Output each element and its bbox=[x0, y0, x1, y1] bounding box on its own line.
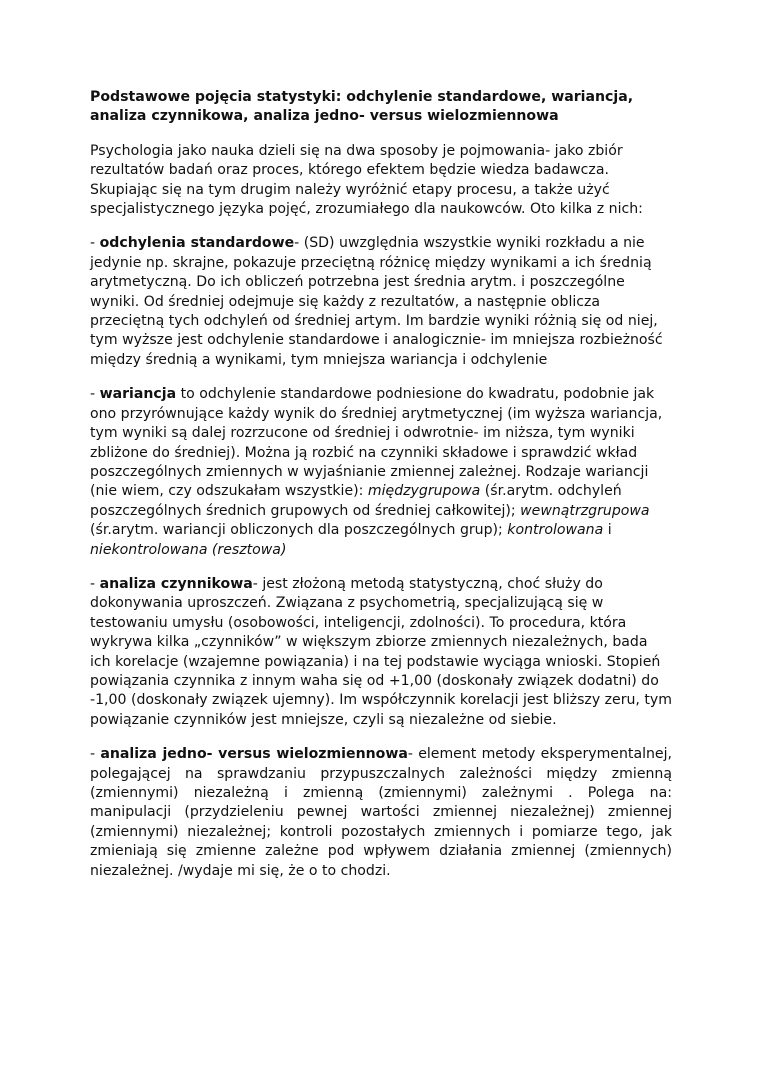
variance-body: to odchylenie standardowe podniesione do kwadratu, podobnie jak ono przyrównujące każdy wynik do średniej arytmetycznej (im wyższa wariancja, tym wyniki są dalej rozrzucone od średniej i odwrotnie- im niższa, tym wyniki zbliżone do średniej). Można ją rozbić na czynniki składowe i sprawdzić wkład poszczególnych zmiennych w wyjaśnianie zmiennej zależnej. Rodzaje wariancji (nie wiem, czy odszukałam wszystkie): bbox=[90, 386, 663, 500]
sd-body: - (SD) uwzględnia wszystkie wyniki rozkładu a nie jedynie np. skrajne, pokazuje przeciętną różnicę między wynikami a ich średnią arytmetyczną. Do ich obliczeń potrzebna jest średnia arytm. i poszczególne wyniki. Od średniej odejmuje się każdy z rezultatów, a następnie oblicza przeciętną tych odchyleń od średniej artym. Im bardzie wyniki różnią się od niej, tym wyższe jest odchylenie standardowe i analogicznie- im mniejsza rozbieżność między średnią a wynikami, tym mniejsza wariancja i odchylenie bbox=[90, 235, 663, 368]
multivariate-body: - element metody eksperymentalnej, polegającej na sprawdzaniu przypuszczalnych zależności między zmienną (zmiennymi) niezależną i zmienną (zmiennymi) zależnymi . Polega na: manipulacji (przydzieleniu pewnej wartości zmiennej niezależnej) zmiennej (zmiennymi) niezależnej; kontroli pozostałych zmiennych i pomiarze tego, jak zmieniają się zmienne zależne pod wpływem działania zmiennej (zmiennych) niezależnej. /wydaje mi się, że o to chodzi. bbox=[90, 746, 672, 879]
multivariate-paragraph bbox=[90, 745, 672, 881]
variance-paragraph bbox=[90, 385, 672, 560]
term-variance: wariancja bbox=[99, 386, 177, 403]
bullet-dash: - bbox=[90, 386, 100, 403]
variance-connector: i bbox=[603, 522, 612, 539]
term-standard-deviation: odchylenia standardowe bbox=[99, 235, 295, 252]
variance-type-between: międzygrupowa bbox=[367, 483, 481, 500]
factor-body: - jest złożoną metodą statystyczną, choć służy do dokonywania uproszczeń. Związana z psychometrią, specjalizującą się w testowaniu umysłu (osobowości, inteligencji, zdolności). To procedura, która wykrywa kilka „czynników” w większym zbiorze zmiennych niezależnych, bada ich korelacje (wzajemne powiązania) i na tej podstawie wyciąga wnioski. Stopień powiązania czynnika z innym waha się od +1,00 (doskonały związek dodatni) do -1,00 (doskonały związek ujemny). Im współczynnik korelacji jest bliższy zeru, tym powiązanie czynników jest mniejsze, czyli są niezależne od siebie. bbox=[90, 575, 672, 728]
term-multivariate-analysis: analiza jedno- versus wielozmiennowa bbox=[100, 746, 408, 763]
variance-type-residual: niekontrolowana (resztowa) bbox=[90, 541, 287, 558]
document-page bbox=[90, 88, 672, 896]
variance-type-within-desc: (śr.arytm. wariancji obliczonych dla poszczególnych grup); bbox=[90, 522, 508, 539]
term-factor-analysis: analiza czynnikowa bbox=[99, 575, 253, 592]
bullet-dash: - bbox=[90, 746, 101, 763]
variance-type-within: wewnątrzgrupowa bbox=[520, 502, 650, 519]
bullet-dash: - bbox=[90, 575, 100, 592]
variance-type-controlled: kontrolowana bbox=[507, 522, 604, 539]
variance-type-between-desc: (śr.arytm. odchyleń poszczególnych średnich grupowych od średniej całkowitej); bbox=[90, 483, 622, 519]
document-title: Podstawowe pojęcia statystyki: odchylenie standardowe, wariancja, analiza czynnikowa, analiza jedno- versus wielozmiennowa bbox=[90, 89, 634, 125]
factor-paragraph bbox=[90, 575, 672, 730]
bullet-dash: - bbox=[90, 235, 100, 252]
sd-paragraph bbox=[90, 234, 672, 370]
intro-paragraph: Psychologia jako nauka dzieli się na dwa sposoby je pojmowania- jako zbiór rezultatów badań oraz proces, którego efektem będzie wiedza badawcza. Skupiając się na tym drugim należy wyróżnić etapy procesu, a także użyć specjalistycznego języka pojęć, zrozumiałego dla naukowców. Oto kilka z nich: bbox=[90, 142, 643, 218]
